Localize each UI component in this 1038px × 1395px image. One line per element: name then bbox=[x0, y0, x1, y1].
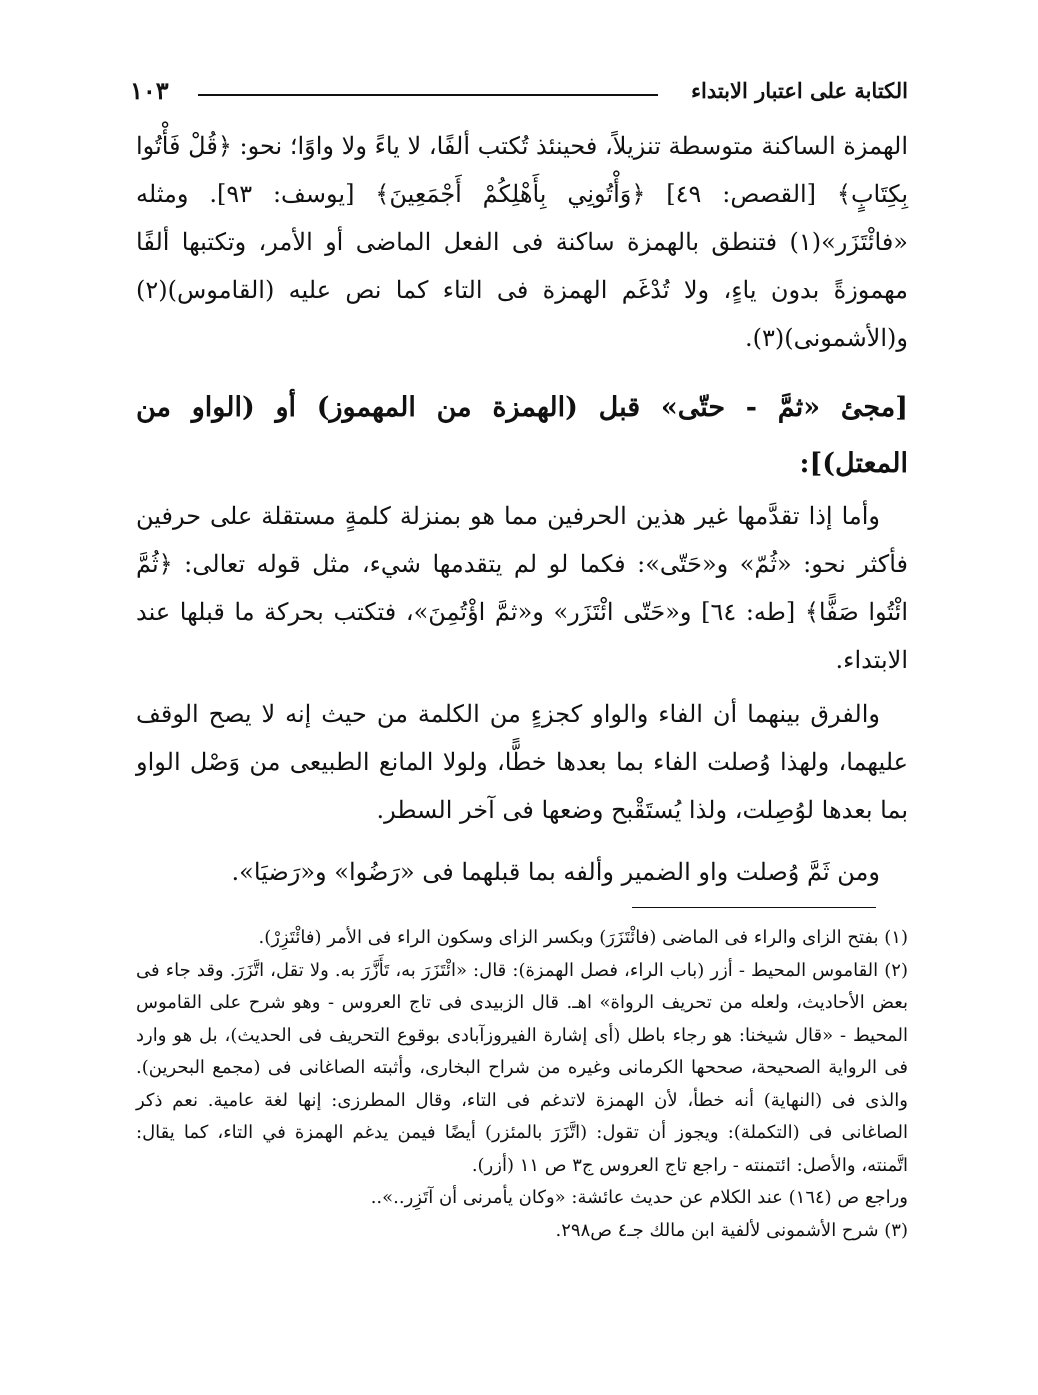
footnote-rule bbox=[632, 907, 876, 908]
footnote-3: (٣) شرح الأشمونى لألفية ابن مالك جـ٤ ص٢٩٨. bbox=[555, 1219, 908, 1241]
running-header-title: الكتابة على اعتبار الابتداء bbox=[691, 78, 908, 103]
footnote-1: (١) بفتح الزاى والراء فى الماضى (فائْتَزَرَ) وبكسر الزاى وسكون الراء فى الأمر (فائْتَزِرْ). bbox=[258, 927, 908, 948]
page-number: ١٠٣ bbox=[130, 76, 169, 105]
header-rule bbox=[198, 94, 658, 96]
body-paragraph-4: ومن ثَمَّ وُصلت واو الضمير وألفه بما قبلهما فى «رَضُوا» و«رَضيَا». bbox=[231, 858, 880, 886]
section-heading: [مجئ «ثمَّ - حتّى» قبل (الهمزة من المهموز) أو (الواو من المعتل)]: bbox=[136, 392, 908, 479]
running-header bbox=[130, 72, 908, 112]
footnotes bbox=[136, 922, 908, 1247]
body-paragraph-3: والفرق بينهما أن الفاء والواو كجزءٍ من الكلمة من حيث إنه لا يصح الوقف عليهما، ولهذا وُصلت الفاء بما بعدها خطًّا، ولولا المانع الطبيعى من وَصْل الواو بما بعدها لوُصِلت، ولذا يُستَقْبح وضعها فى آخر السطر. bbox=[136, 700, 908, 824]
body-paragraph-1: الهمزة الساكنة متوسطة تنزيلاً، فحينئذ تُكتب ألفًا، لا ياءً ولا واوًا؛ نحو: ﴿قُلْ فَأْتُوا بِكِتَابٍ﴾ [القصص: ٤٩] ﴿وَأْتُونِي بِأَهْلِكُمْ أَجْمَعِينَ﴾ [يوسف: ٩٣]. ومثله «فائْتَزَر»(١) فتنطق بالهمزة ساكنة فى الفعل الماضى أو الأمر، وتكتبها ألفًا مهموزةً بدون ياءٍ، ولا تُدْغَم الهمزة فى التاء كما نص عليه (القاموس)(٢) و(الأشمونى)(٣). bbox=[136, 132, 909, 352]
footnote-2-continued: وراجع ص (١٦٤) عند الكلام عن حديث عائشة: «وكان يأمرنى أن آتَزِر..».. bbox=[370, 1187, 908, 1208]
body-paragraph-2: وأما إذا تقدَّمها غير هذين الحرفين مما هو بمنزلة كلمةٍ مستقلة على حرفين فأكثر نحو: «ثُمّ» و«حَتّى»: فكما لو لم يتقدمها شيء، مثل قوله تعالى: ﴿ثُمَّ ائْتُوا صَفًّا﴾ [طه: ٦٤] و«حَتّى ائْتَزَر» و«ثمَّ اؤْتُمِنَ»، فتكتب بحركة ما قبلها عند الابتداء. bbox=[136, 502, 908, 674]
footnote-2: (٢) القاموس المحيط - أزر (باب الراء، فصل الهمزة): قال: «ائْتَزَرَ به، تَأَزَّرَ به. ولا تقل، اتَّزَرَ. وقد جاء فى بعض الأحاديث، ولعله من تحريف الرواة» اهـ. قال الزبيدى فى تاج العروس - وهو شرح على القاموس المحيط - «قال شيخنا: هو رجاء باطل (أى إشارة الفيروزآبادى بوقوع التحريف فى الحديث)، بل هو وارد فى الرواية الصحيحة، صححها الكرمانى وغيره من شراح البخارى، وأثبته الصاغانى فى (مجمع البحرين). والذى فى (النهاية) أنه خطأ، لأن الهمزة لاتدغم فى التاء، وقال المطرزى: إنها لغة عامية. نعم ذكر الصاغانى فى (التكملة): ويجوز أن تقول: (اتَّزَرَ بالمئزر) أيضًا فيمن يدغم الهمزة في التاء، كما يقال: اتَّمنته، والأصل: ائتمنته - راجع تاج العروس ج٣ ص ١١ (أزر). bbox=[136, 959, 908, 1176]
